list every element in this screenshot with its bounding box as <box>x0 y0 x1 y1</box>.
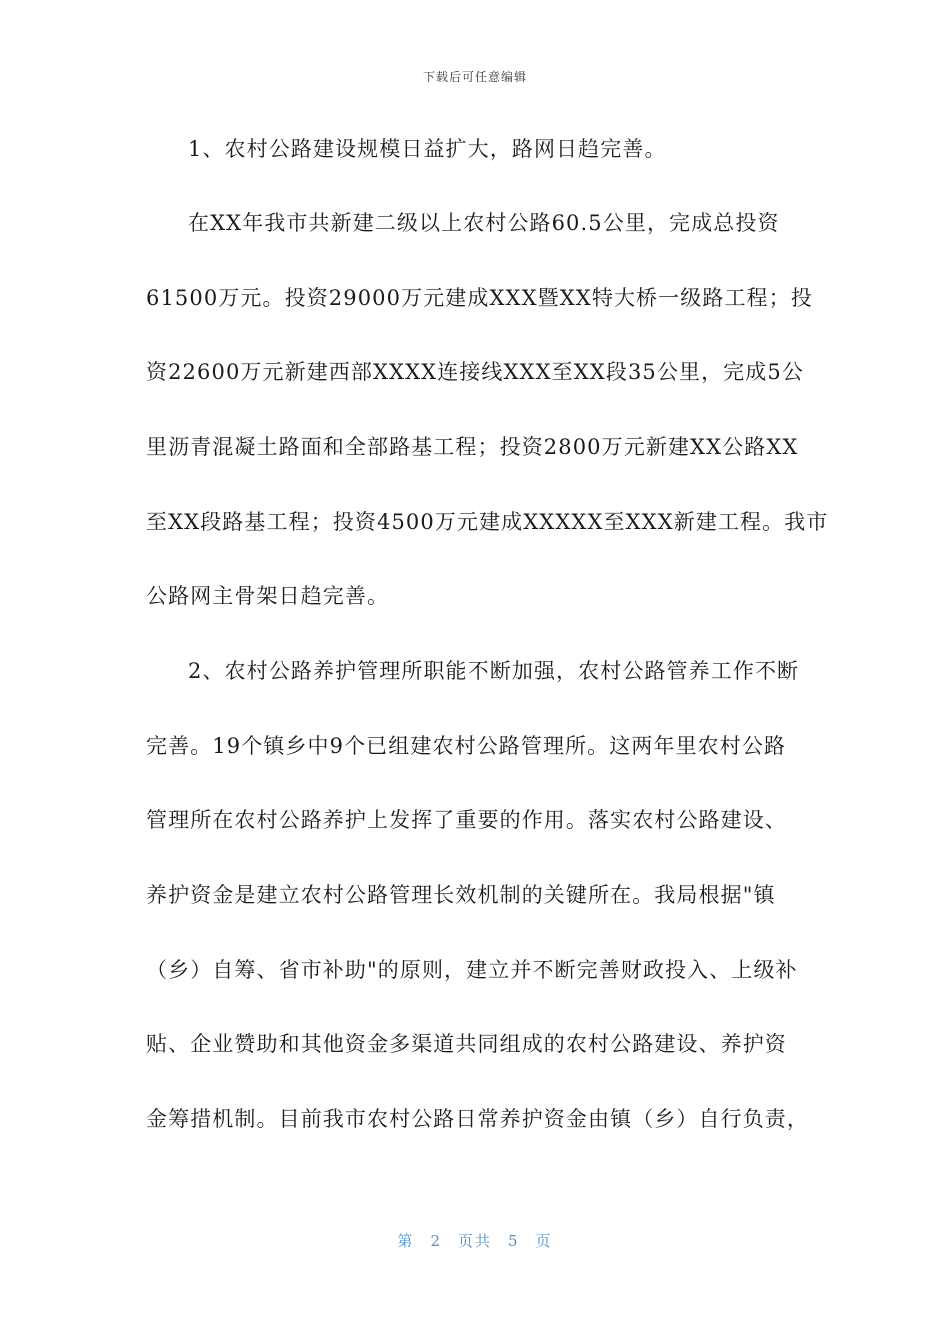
footer-suffix: 页 <box>535 1232 553 1250</box>
body-line: 里沥青混凝土路面和全部路基工程；投资2800万元新建XX公路XX <box>146 435 799 459</box>
body-line: 公路网主骨架日趋完善。 <box>146 584 390 608</box>
header-note: 下载后可任意编辑 <box>422 70 527 84</box>
body-line: 贴、企业赞助和其他资金多渠道共同组成的农村公路建设、养护资 <box>146 1032 787 1056</box>
body-line: 资22600万元新建西部XXXX连接线XXX至XX段35公里，完成5公 <box>146 360 804 384</box>
footer-prefix: 第 <box>397 1232 415 1250</box>
body-line: 完善。19个镇乡中9个已组建农村公路管理所。这两年里农村公路 <box>146 734 787 758</box>
current-page-number: 2 <box>430 1232 442 1250</box>
page-footer <box>0 1230 950 1251</box>
body-line: 养护资金是建立农村公路管理长效机制的关键所在。我局根据"镇 <box>146 883 776 907</box>
body-line: 1、农村公路建设规模日益扩大，路网日趋完善。 <box>188 137 667 161</box>
body-line: 61500万元。投资29000万元建成XXX暨XX特大桥一级路工程；投 <box>146 286 813 310</box>
body-line: 至XX段路基工程；投资4500万元建成XXXXX至XXX新建工程。我市 <box>146 510 829 534</box>
body-line: 2、农村公路养护管理所职能不断加强，农村公路管养工作不断 <box>188 659 800 683</box>
footer-middle: 页共 <box>457 1232 492 1250</box>
body-line: 金筹措机制。目前我市农村公路日常养护资金由镇（乡）自行负责， <box>146 1107 809 1131</box>
body-line: 在XX年我市共新建二级以上农村公路60.5公里，完成总投资 <box>188 211 780 235</box>
body-line: （乡）自筹、省市补助"的原则，建立并不断完善财政投入、上级补 <box>146 958 798 982</box>
body-line: 管理所在农村公路养护上发挥了重要的作用。落实农村公路建设、 <box>146 808 787 832</box>
total-pages-number: 5 <box>508 1232 520 1250</box>
